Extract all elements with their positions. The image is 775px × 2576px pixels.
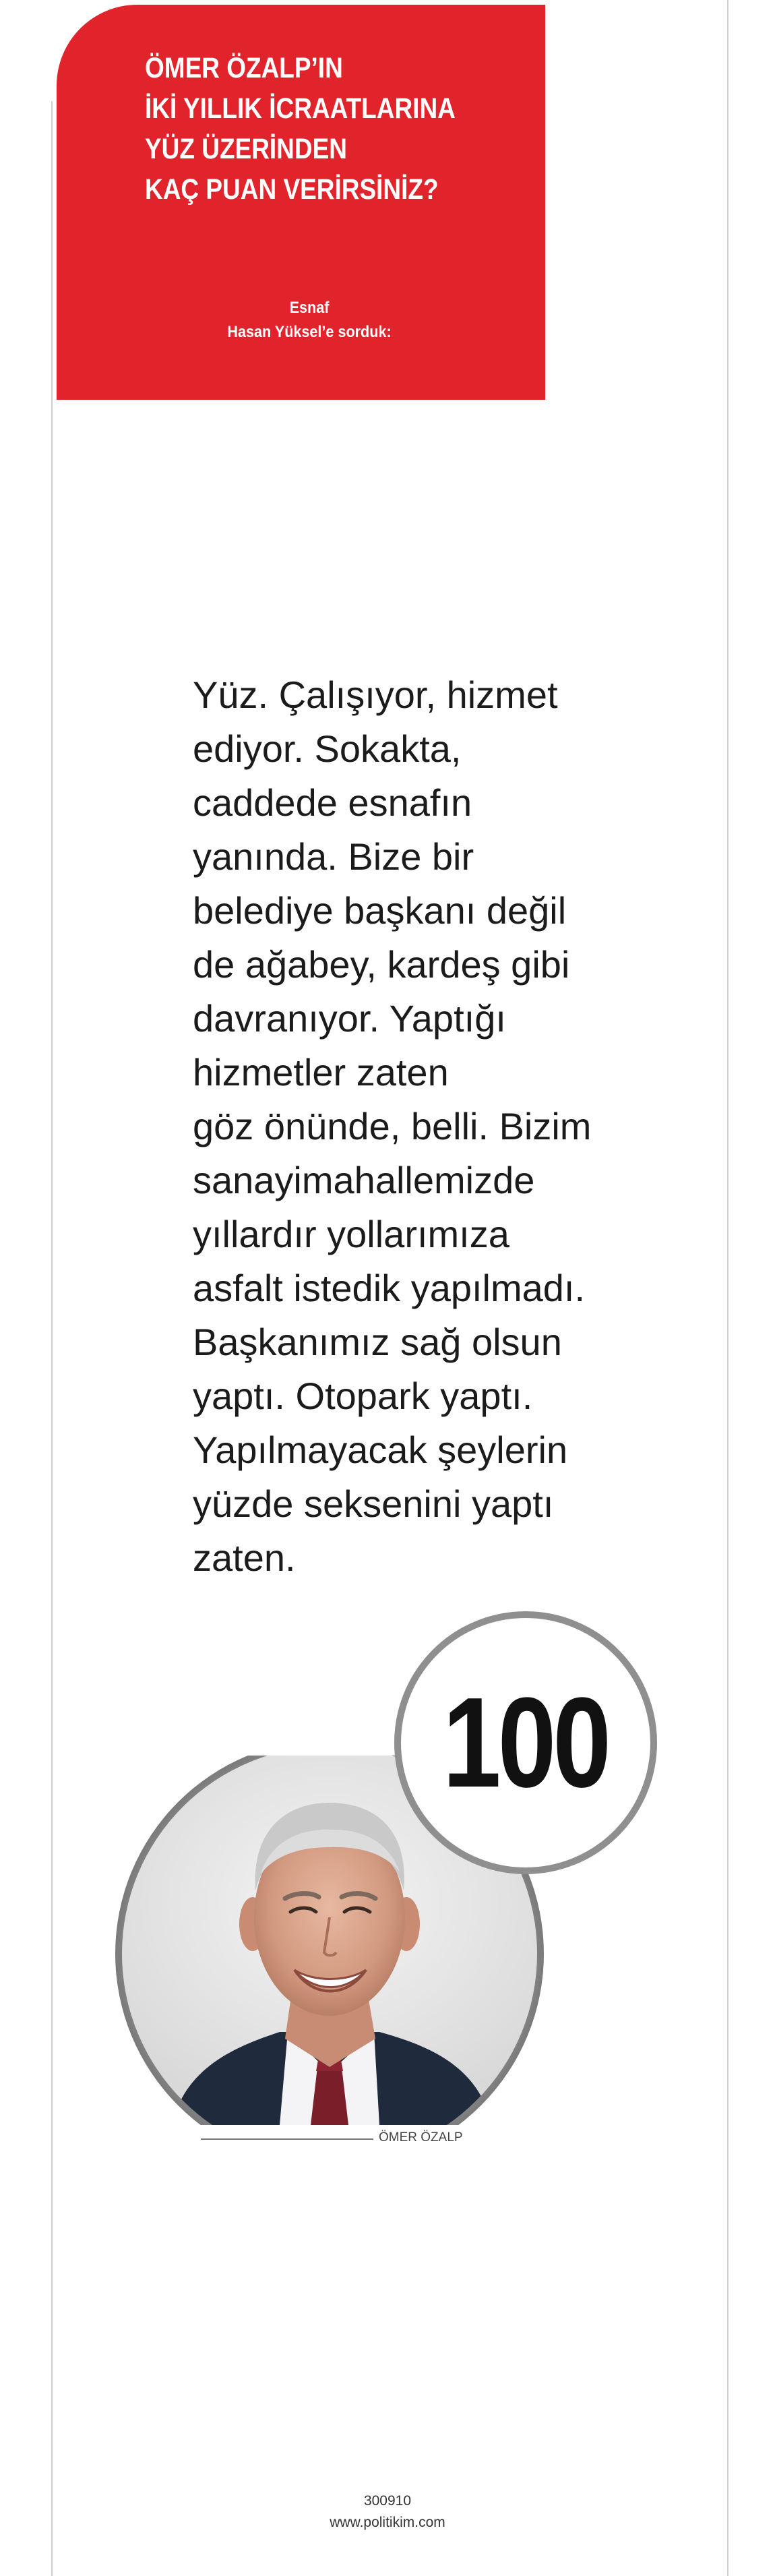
quote-line: de ağabey, kardeş gibi [193,943,570,986]
score-value: 100 [443,1671,609,1814]
footer-code: 300910 [363,2493,412,2509]
quote-line: Yüz. Çalışıyor, hizmet [193,673,558,716]
caption-rule [201,2138,373,2140]
page-footer [270,2490,505,2534]
quote-line: Başkanımız sağ olsun [193,1321,562,1363]
quote-line: ediyor. Sokakta, [193,727,462,770]
headline-line: İKİ YILLIK İCRAATLARINA [145,92,456,125]
quote-line: yıllardır yollarımıza [193,1213,509,1255]
score-badge [394,1611,657,1874]
quote-line: asfalt istedik yapılmadı. [193,1267,586,1309]
headline-banner [57,5,545,400]
quote-line: göz önünde, belli. Bizim [193,1105,592,1147]
quote-line: yanında. Bize bir [193,835,474,878]
quote-line: zaten. [193,1536,296,1579]
quote-line: caddede esnafın [193,781,472,824]
interviewee-credit [179,296,440,345]
photo-caption: ÖMER ÖZALP [379,2130,463,2145]
quote-line: yüzde seksenini yaptı [193,1482,554,1525]
headline-line: YÜZ ÜZERİNDEN [145,133,347,165]
right-column-rule [727,0,728,2576]
quote-body [193,668,638,1585]
headline-line: ÖMER ÖZALP’IN [145,52,343,84]
quote-line: hizmetler zaten [193,1051,449,1094]
quote-line: Yapılmayacak şeylerin [193,1429,568,1471]
credit-role: Esnaf [289,299,330,317]
credit-name: Hasan Yüksel’e sorduk: [227,323,392,341]
footer-website[interactable]: www.politikim.com [330,2515,445,2530]
quote-line: yaptı. Otopark yaptı. [193,1375,533,1417]
headline-title [145,48,493,210]
quote-line: davranıyor. Yaptığı [193,997,506,1040]
quote-line: sanayimahallemizde [193,1159,535,1201]
quote-line: belediye başkanı değil [193,889,567,932]
left-column-rule [51,101,53,2576]
headline-line: KAÇ PUAN VERİRSİNİZ? [145,173,439,206]
